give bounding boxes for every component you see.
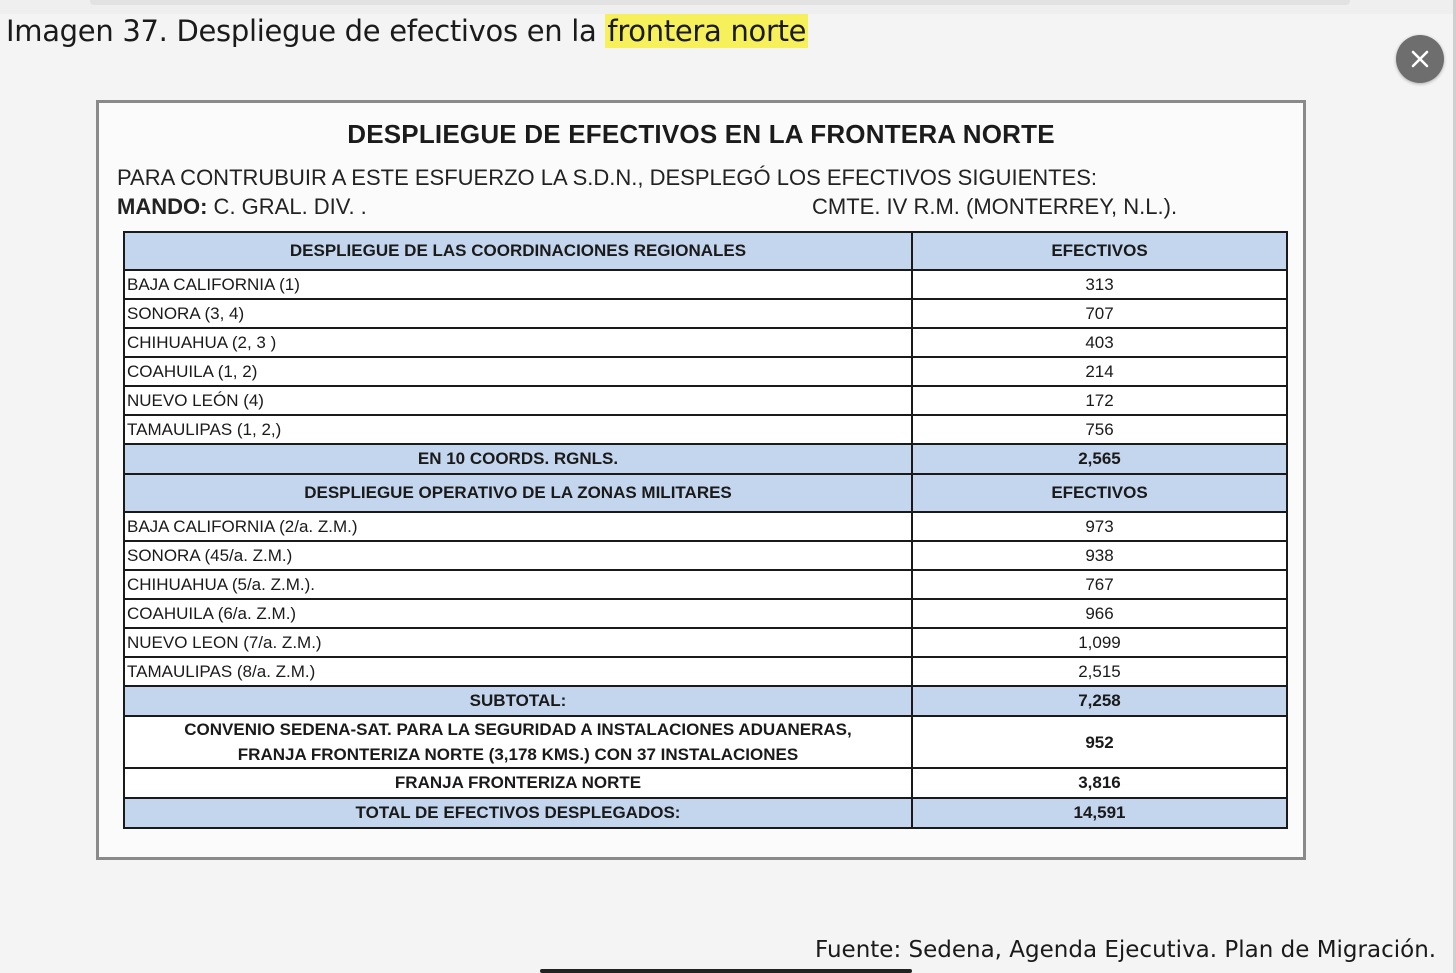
row-label: COAHUILA (1, 2) bbox=[124, 357, 912, 386]
caption-prefix: Imagen 37. Despliegue de efectivos en la bbox=[6, 14, 606, 48]
convenio-line1: CONVENIO SEDENA-SAT. PARA LA SEGURIDAD A INSTALACIONES ADUANERAS, bbox=[184, 720, 852, 739]
row-value: 313 bbox=[912, 270, 1287, 299]
top-strip bbox=[0, 0, 1456, 14]
document-image bbox=[96, 100, 1306, 860]
table-row bbox=[124, 270, 1287, 299]
row-label: CHIHUAHUA (2, 3 ) bbox=[124, 328, 912, 357]
convenio-line2: FRANJA FRONTERIZA NORTE (3,178 KMS.) CON 37 INSTALACIONES bbox=[237, 745, 799, 764]
mando-label: MANDO: bbox=[117, 194, 208, 219]
table-total bbox=[124, 798, 1287, 828]
row-value: 767 bbox=[912, 570, 1287, 599]
caption-highlight: frontera norte bbox=[607, 14, 807, 48]
table-header-coordinaciones bbox=[124, 232, 1287, 270]
table-header-zonas bbox=[124, 474, 1287, 512]
row-label: COAHUILA (6/a. Z.M.) bbox=[124, 599, 912, 628]
row-label: SONORA (45/a. Z.M.) bbox=[124, 541, 912, 570]
home-indicator bbox=[540, 969, 912, 973]
header-value: EFECTIVOS bbox=[912, 474, 1287, 512]
row-value: 973 bbox=[912, 512, 1287, 541]
row-label: BAJA CALIFORNIA (1) bbox=[124, 270, 912, 299]
table-row bbox=[124, 541, 1287, 570]
subtotal-label: SUBTOTAL: bbox=[124, 686, 912, 716]
row-value: 403 bbox=[912, 328, 1287, 357]
source-note: Fuente: Sedena, Agenda Ejecutiva. Plan de Migración. bbox=[815, 937, 1437, 963]
table-sum-coordinaciones bbox=[124, 444, 1287, 474]
row-value: 966 bbox=[912, 599, 1287, 628]
row-label: TAMAULIPAS (1, 2,) bbox=[124, 415, 912, 444]
table-row bbox=[124, 570, 1287, 599]
document-cmte: CMTE. IV R.M. (MONTERREY, N.L.). bbox=[812, 194, 1178, 219]
close-icon bbox=[1411, 50, 1429, 68]
document-mando bbox=[117, 194, 367, 220]
convenio-label bbox=[124, 716, 912, 768]
convenio-value: 952 bbox=[912, 716, 1287, 768]
table-row bbox=[124, 599, 1287, 628]
table-subtotal bbox=[124, 686, 1287, 716]
table-row bbox=[124, 386, 1287, 415]
row-value: 214 bbox=[912, 357, 1287, 386]
header-label: DESPLIEGUE DE LAS COORDINACIONES REGIONALES bbox=[124, 232, 912, 270]
row-label: NUEVO LEÓN (4) bbox=[124, 386, 912, 415]
table-row bbox=[124, 357, 1287, 386]
table-row bbox=[124, 628, 1287, 657]
row-value: 2,515 bbox=[912, 657, 1287, 686]
row-label: BAJA CALIFORNIA (2/a. Z.M.) bbox=[124, 512, 912, 541]
row-value: 756 bbox=[912, 415, 1287, 444]
document-intro: PARA CONTRUBUIR A ESTE ESFUERZO LA S.D.N., DESPLEGÓ LOS EFECTIVOS SIGUIENTES: bbox=[117, 165, 1098, 190]
header-value: EFECTIVOS bbox=[912, 232, 1287, 270]
table-franja bbox=[124, 768, 1287, 798]
franja-label: FRANJA FRONTERIZA NORTE bbox=[124, 768, 912, 798]
sum-label: EN 10 COORDS. RGNLS. bbox=[124, 444, 912, 474]
table-row bbox=[124, 299, 1287, 328]
table-convenio bbox=[124, 716, 1287, 768]
table-row bbox=[124, 512, 1287, 541]
row-value: 938 bbox=[912, 541, 1287, 570]
row-label: TAMAULIPAS (8/a. Z.M.) bbox=[124, 657, 912, 686]
figure-caption bbox=[6, 14, 808, 48]
sum-value: 2,565 bbox=[912, 444, 1287, 474]
row-label: CHIHUAHUA (5/a. Z.M.). bbox=[124, 570, 912, 599]
total-label: TOTAL DE EFECTIVOS DESPLEGADOS: bbox=[124, 798, 912, 828]
row-label: NUEVO LEON (7/a. Z.M.) bbox=[124, 628, 912, 657]
deployment-table bbox=[123, 231, 1288, 829]
row-label: SONORA (3, 4) bbox=[124, 299, 912, 328]
total-value: 14,591 bbox=[912, 798, 1287, 828]
row-value: 1,099 bbox=[912, 628, 1287, 657]
table-row bbox=[124, 328, 1287, 357]
document-title: DESPLIEGUE DE EFECTIVOS EN LA FRONTERA NORTE bbox=[347, 119, 1055, 149]
close-button[interactable] bbox=[1396, 35, 1444, 83]
table-row bbox=[124, 415, 1287, 444]
subtotal-value: 7,258 bbox=[912, 686, 1287, 716]
top-scrollbar bbox=[90, 0, 1350, 5]
mando-value: C. GRAL. DIV. . bbox=[207, 194, 367, 219]
header-label: DESPLIEGUE OPERATIVO DE LA ZONAS MILITARES bbox=[124, 474, 912, 512]
table-row bbox=[124, 657, 1287, 686]
row-value: 172 bbox=[912, 386, 1287, 415]
row-value: 707 bbox=[912, 299, 1287, 328]
franja-value: 3,816 bbox=[912, 768, 1287, 798]
